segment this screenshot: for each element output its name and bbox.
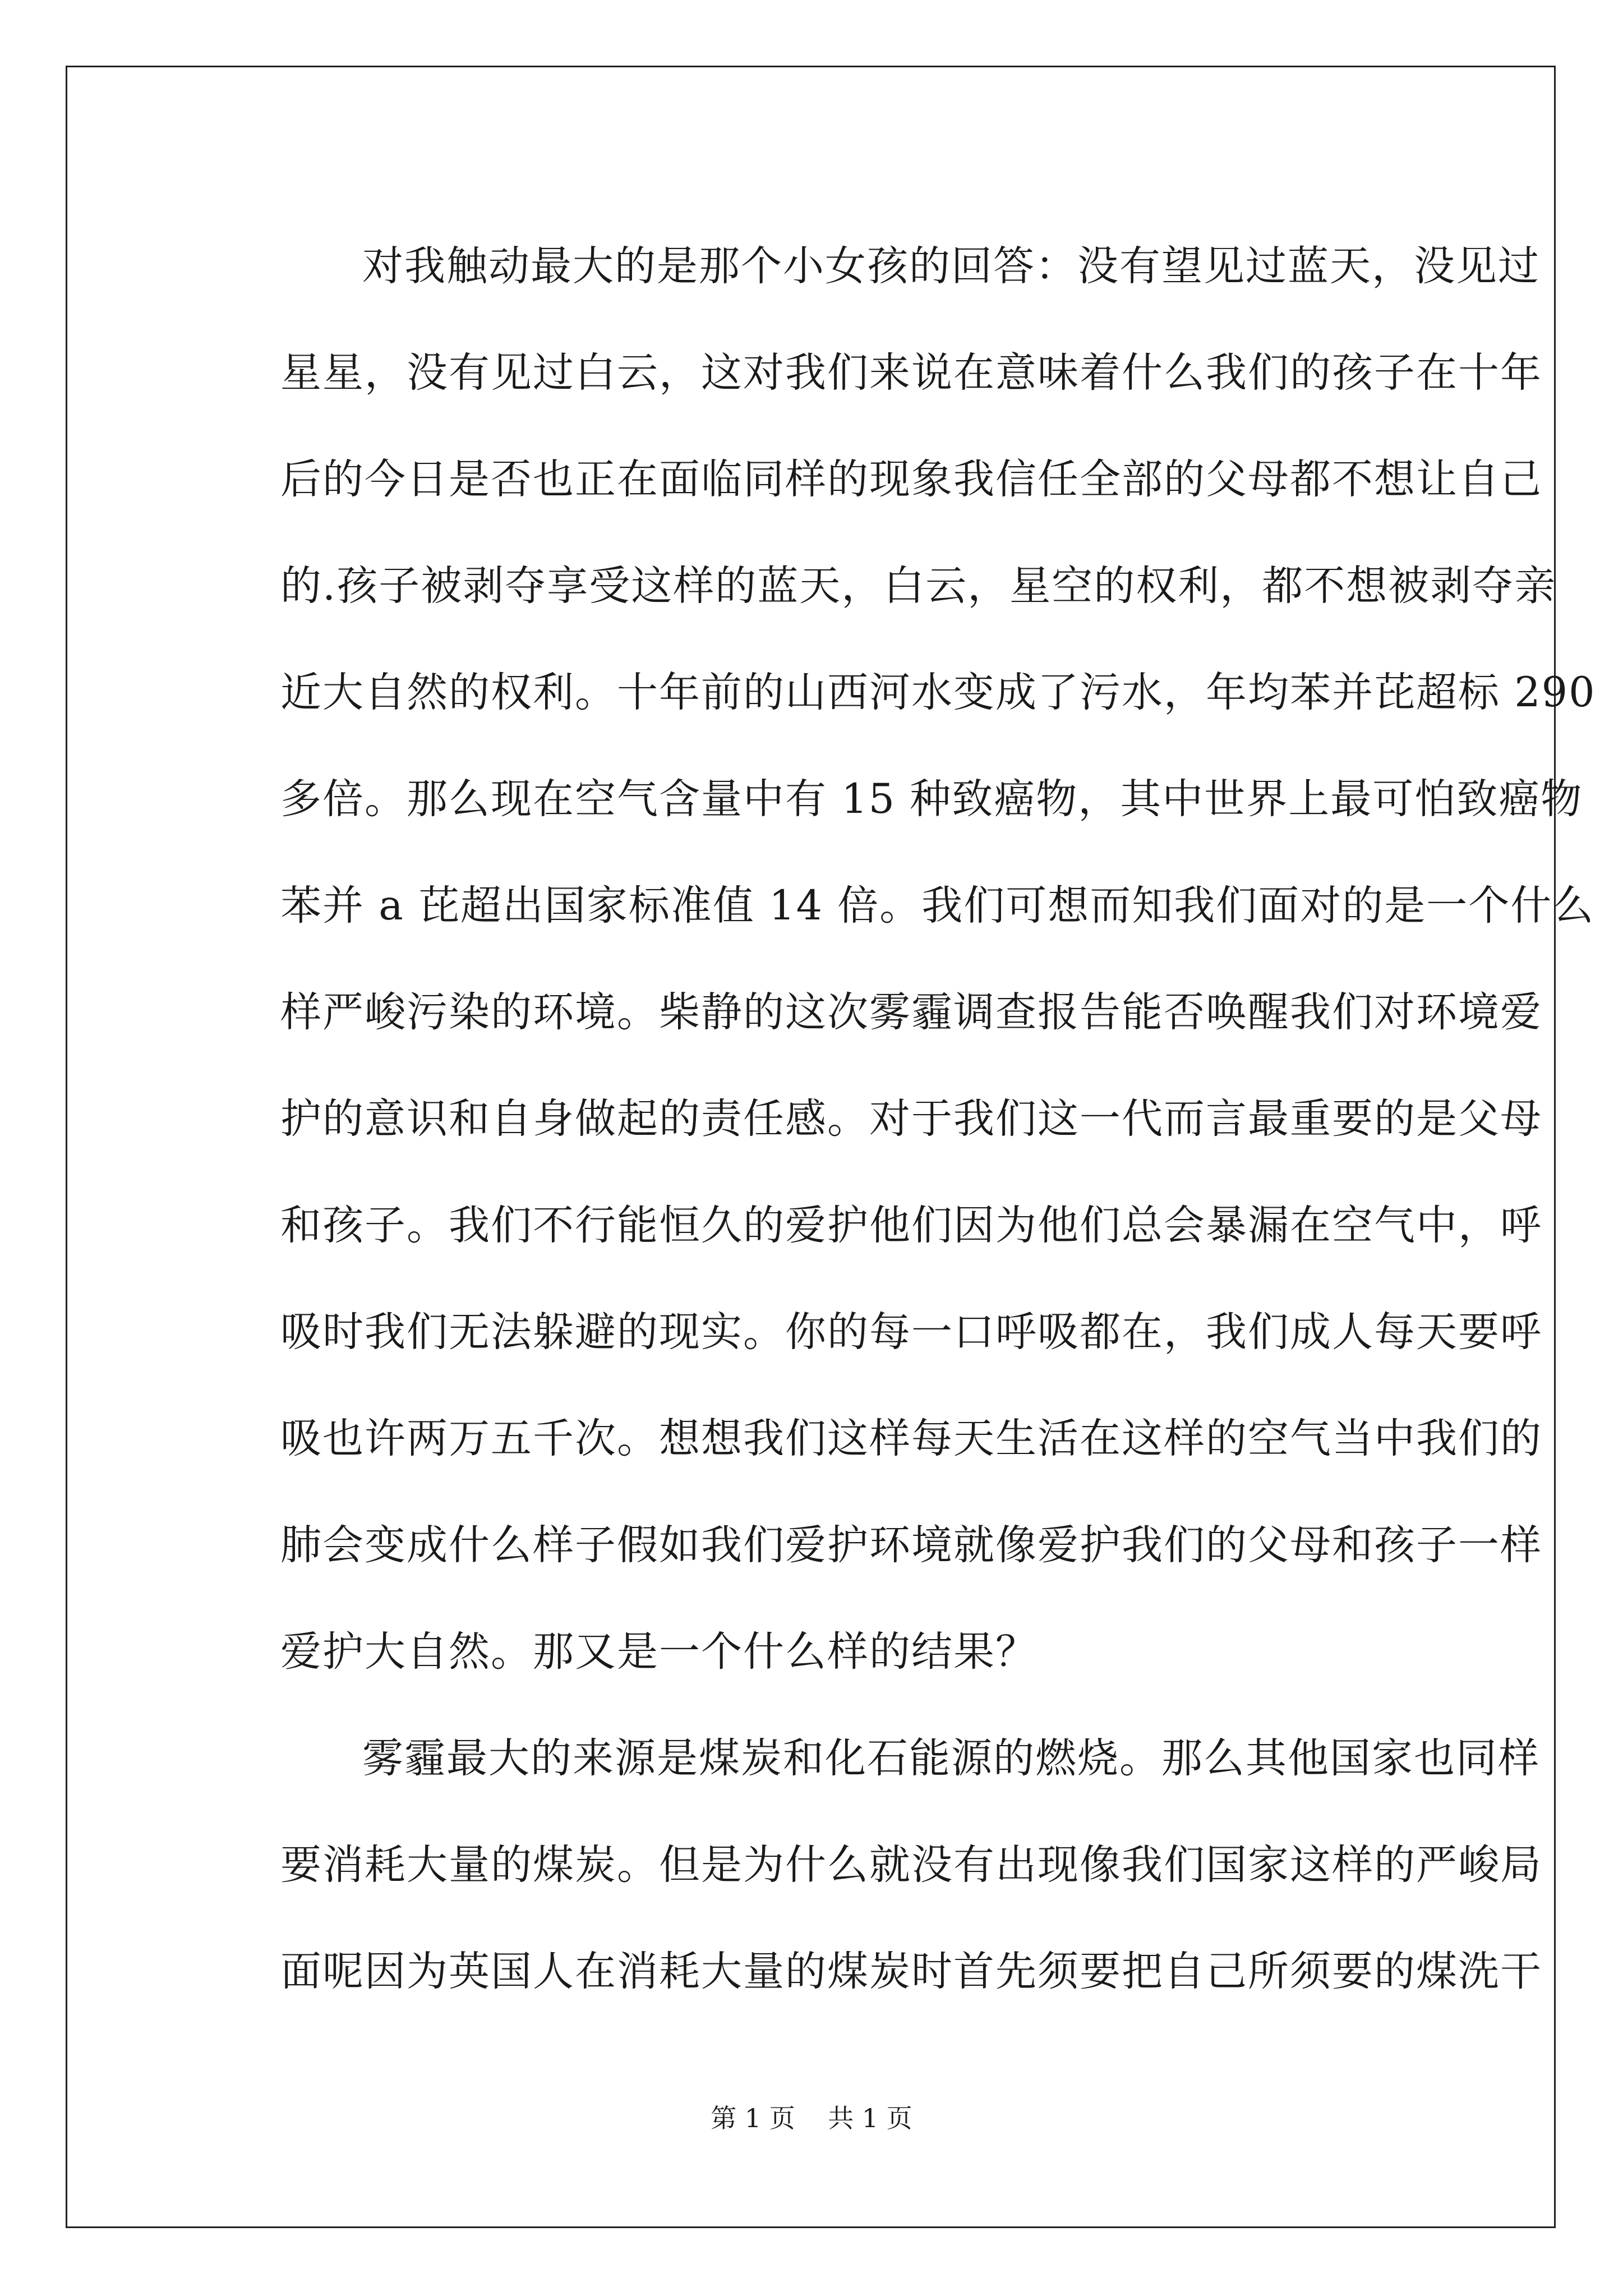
page-total: 共 1 页 — [828, 2103, 912, 2133]
paragraph-2 — [199, 1705, 1542, 2025]
text-line: 吸时我们无法躲避的现实。你的每一口呼吸都在，我们成人每天要呼 — [280, 1308, 1542, 1356]
text-line: 对我触动最大的是那个小女孩的回答：没有望见过蓝天，没见过 — [362, 242, 1540, 290]
page-footer — [0, 2098, 1623, 2135]
text-line: 和孩子。我们不行能恒久的爱护他们因为他们总会暴漏在空气中，呼 — [280, 1202, 1542, 1249]
text-line: 面呢因为英国人在消耗大量的煤炭时首先须要把自己所须要的煤洗干 — [280, 1948, 1542, 1995]
text-line: 星星，没有见过白云，这对我们来说在意味着什么我们的孩子在十年 — [280, 349, 1542, 397]
page-number: 第 1 页 — [711, 2103, 795, 2133]
text-line: 苯并 a 芘超出国家标准值 14 倍。我们可想而知我们面对的是一个什么 — [280, 882, 1595, 930]
text-line: 后的今日是否也正在面临同样的现象我信任全部的父母都不想让自己 — [280, 455, 1542, 503]
text-line: 的.孩子被剥夺享受这样的蓝天，白云，星空的权利，都不想被剥夺亲 — [280, 562, 1557, 610]
paragraph-1 — [199, 213, 1596, 1705]
text-line: 爱护大自然。那又是一个什么样的结果？ — [280, 1628, 1038, 1676]
text-line: 近大自然的权利。十年前的山西河水变成了污水，年均苯并芘超标 290 — [280, 669, 1596, 716]
text-line: 护的意识和自身做起的责任感。对于我们这一代而言最重要的是父母 — [280, 1095, 1542, 1143]
text-line: 肺会变成什么样子假如我们爱护环境就像爱护我们的父母和孩子一样 — [280, 1521, 1542, 1569]
text-line: 样严峻污染的环境。柴静的这次雾霾调查报告能否唤醒我们对环境爱 — [280, 988, 1542, 1036]
text-line: 雾霾最大的来源是煤炭和化石能源的燃烧。那么其他国家也同样 — [362, 1734, 1540, 1782]
text-line: 要消耗大量的煤炭。但是为什么就没有出现像我们国家这样的严峻局 — [280, 1841, 1542, 1889]
text-line: 吸也许两万五千次。想想我们这样每天生活在这样的空气当中我们的 — [280, 1415, 1542, 1462]
document-body — [199, 213, 1596, 2025]
text-line: 多倍。那么现在空气含量中有 15 种致癌物，其中世界上最可怕致癌物 — [280, 775, 1583, 823]
